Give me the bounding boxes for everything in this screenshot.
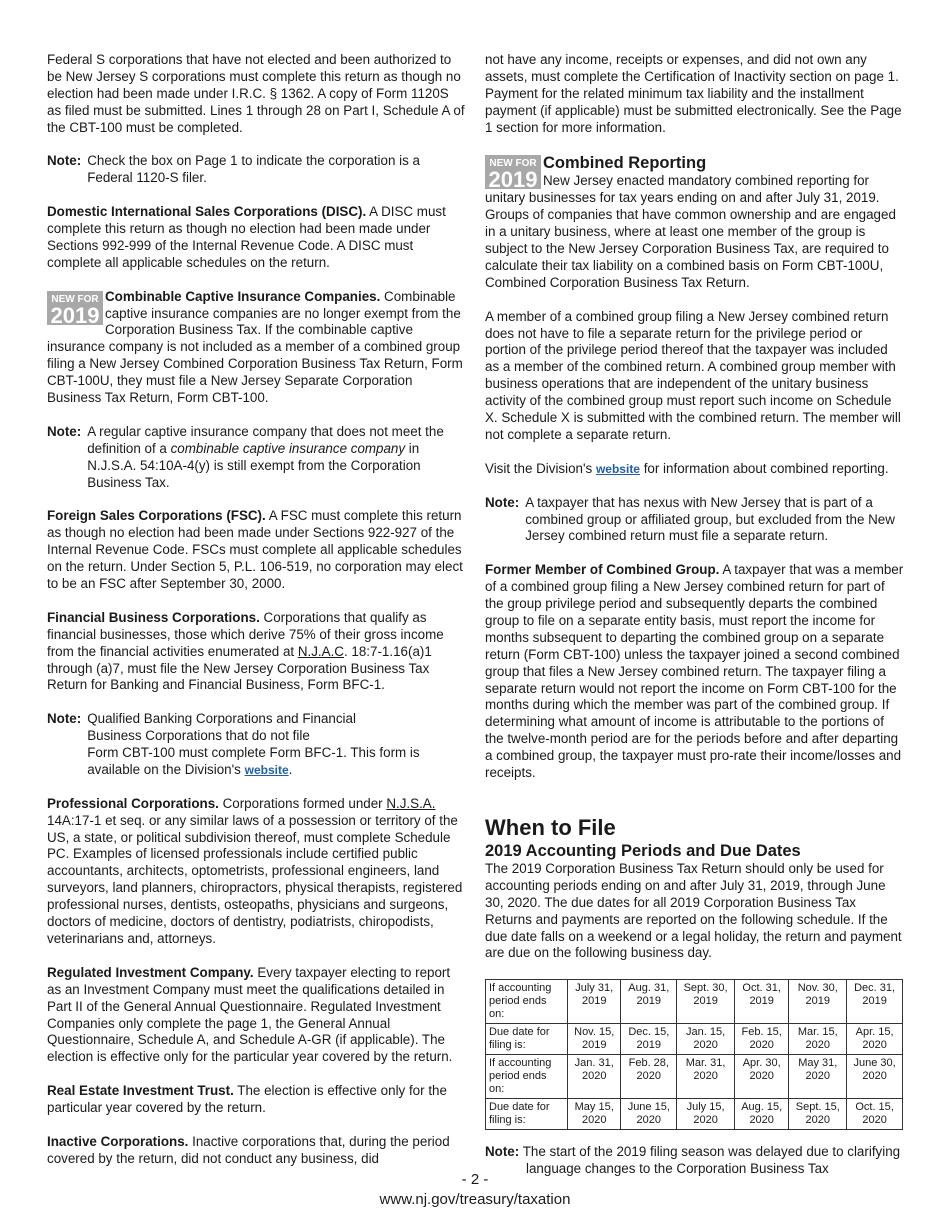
- cci-heading: Combinable Captive Insurance Companies.: [105, 288, 381, 304]
- badge-year-text: 2019: [50, 302, 100, 325]
- date-cell-line: 2019: [636, 1039, 662, 1052]
- new-for-2019-badge-icon: [47, 291, 103, 325]
- badge-year-text: 2019: [488, 167, 538, 190]
- date-cell-line: 2019: [805, 995, 831, 1008]
- row-header-line: period ends on:: [489, 1070, 547, 1096]
- note-line: [87, 762, 465, 779]
- combined-reporting-section: [485, 153, 905, 291]
- row-header-line: filing is:: [489, 1114, 526, 1127]
- combined-member-paragraph: A member of a combined group filing a New Jersey combined return does not have to file a separate return for the privilege period or portion of the privilege period thereof that the taxpayer was included as a member of the combined return. A combined group member with business operations that are independent of the unitary business activity of the combined group must report such income on Schedule X. Schedule X is submitted with the combined return. The member will not complete a separate return.: [485, 308, 901, 442]
- reit-text: The election is effective only for the particular year covered by the return.: [47, 1083, 447, 1116]
- when-to-file-heading: When to File: [485, 814, 616, 840]
- cci-text: Combinable captive insurance companies are no longer exempt from the Corporation Business Tax. If the combinable captive insurance company is not included as a member of a combined group filing a New Jersey Combined Corporation Business Tax Return, Form CBT-100U, they must file a New Jersey Separate Corporation Business Tax Return, Form CBT-100.: [47, 288, 463, 406]
- date-cell: [735, 1099, 789, 1130]
- note-text-a: A regular captive insurance company that does not meet the definition of a: [87, 423, 444, 456]
- reit-heading: Real Estate Investment Trust.: [47, 1083, 234, 1099]
- date-cell: [847, 1024, 903, 1055]
- inactive-continued-paragraph: not have any income, receipts or expenses, and did not own any assets, must complete the Certification of Inactivity section on page 1. Payment for the related minimum tax liability and the installment payment (if applicable) must be submitted electronically. See the Page 1 section for more information.: [485, 52, 902, 135]
- note-line: Qualified Banking Corporations and Financial: [87, 711, 356, 727]
- cci-paragraph: [47, 289, 465, 407]
- date-cell-line: 2020: [749, 1039, 774, 1052]
- date-cell-line: 2019: [636, 995, 662, 1008]
- date-cell-line: June 30,: [853, 1057, 896, 1070]
- note-label: Note:: [47, 423, 82, 439]
- note-label: Note:: [47, 153, 82, 169]
- inactive-heading: Inactive Corporations.: [47, 1133, 189, 1149]
- note-label: Note:: [485, 494, 520, 510]
- date-cell-line: 2019: [581, 995, 607, 1008]
- footer-url: www.nj.gov/treasury/taxation: [379, 1191, 571, 1208]
- date-cell-line: Nov. 15,: [574, 1026, 615, 1039]
- date-cell: [789, 1055, 847, 1099]
- date-cell-line: May 31,: [798, 1057, 838, 1070]
- table-row: [486, 1055, 903, 1099]
- date-cell: [735, 1055, 789, 1099]
- row-header-line: period ends on:: [489, 995, 547, 1021]
- ric-paragraph: [47, 965, 465, 1066]
- date-cell-line: 2020: [636, 1070, 662, 1083]
- row-header-line: If accounting: [489, 982, 552, 995]
- date-cell-line: 2019: [581, 1039, 607, 1052]
- professional-text-a: Corporations formed under: [218, 795, 387, 811]
- date-cell-line: July 15,: [686, 1101, 725, 1114]
- row-header-line: If accounting: [489, 1057, 552, 1070]
- date-cell-line: 2020: [805, 1114, 831, 1127]
- note-1120s: [47, 153, 465, 187]
- note-text-b: in N.J.S.A. 54:10A-4(y) is still exempt from the Corporation Business Tax.: [87, 440, 421, 490]
- date-cell-line: 2020: [862, 1114, 887, 1127]
- note-text-emphasis: combinable captive insurance company: [170, 440, 406, 456]
- inactive-paragraph: [47, 1134, 465, 1168]
- date-cell: [568, 1024, 621, 1055]
- date-cell: [789, 1024, 847, 1055]
- date-cell-line: 2020: [862, 1039, 887, 1052]
- ric-text: Every taxpayer electing to report as an Investment Company must meet the qualifications detailed in Part II of the General Annual Questionnaire. Regulated Investment Companies only complete the page 1, the General Annual Questionnaire, Schedule A, and Schedule A-GR (if applicable). The election is effective only for the particular year covered by the return.: [47, 964, 453, 1065]
- fsc-paragraph: [47, 508, 465, 593]
- date-cell-line: Jan. 31,: [574, 1057, 614, 1070]
- fsc-text: A FSC must complete this return as though no election had been made under Sections 922-927 of the Internal Revenue Code. FSCs must complete all applicable schedules on the return. Under Section 5, P.L. 106-519, no corporation may elect to be an FSC after September 30, 2000.: [47, 508, 463, 592]
- date-cell-line: Oct. 15,: [855, 1101, 894, 1114]
- financial-paragraph: [47, 610, 465, 695]
- note-line-text: available on the Division's: [87, 761, 245, 777]
- row-header-cell: [486, 1055, 568, 1099]
- financial-text-a: Corporations that qualify as financial businesses, those which derive 75% of their gross income from the financial activities enumerated at: [47, 609, 444, 659]
- disc-heading: Domestic International Sales Corporations (DISC).: [47, 204, 367, 220]
- date-cell-line: Feb. 28,: [628, 1057, 669, 1070]
- date-cell-line: 2019: [693, 995, 718, 1008]
- date-cell-line: Jan. 15,: [686, 1026, 726, 1039]
- new-for-2019-badge-icon: [485, 155, 541, 189]
- date-cell-line: Apr. 15,: [855, 1026, 894, 1039]
- date-cell-line: 2019: [862, 995, 887, 1008]
- disc-paragraph: [47, 204, 465, 272]
- row-header-cell: [486, 980, 568, 1024]
- note-label: Note:: [485, 1144, 520, 1160]
- njsa-reference: N.J.S.A.: [386, 795, 436, 811]
- former-member-text: A taxpayer that was a member of a combined group filing a New Jersey combined return for part of the group privilege period and subsequently departs the combined group to file on a separate entity basis, must report the income for months subsequent to departing the combined group on a separate return (Form CBT-100) unless the taxpayer joined a second combined group that files a New Jersey combined return. The taxpayer filing a separate return would not report the income on Form CBT-100 for the months during which the member was part of the combined group. If determining what amount of income is attributable to the portions of the twelve-month period are for the periods before and after departing a combined group, the taxpayer must pro-rate their income/losses and receipts.: [485, 562, 904, 781]
- date-cell: [677, 1055, 735, 1099]
- accounting-periods-paragraph: The 2019 Corporation Business Tax Return should only be used for accounting periods ending on and after July 31, 2019, through June 30, 2020. The due dates for all 2019 Corporation Business Tax Returns and payments are reported on the following schedule. If the due date falls on a weekend or a legal holiday, the return and payment are due on the following business day.: [485, 860, 902, 961]
- date-cell: [847, 1099, 903, 1130]
- date-cell-line: 2020: [805, 1039, 831, 1052]
- row-header-cell: [486, 1024, 568, 1055]
- scorp-paragraph: Federal S corporations that have not elected and been authorized to be New Jersey S corporations must complete this return as though no election had been made under I.R.C. § 1362. A copy of Form 1120S as filed must be submitted. Lines 1 through 28 on Part I, Schedule A of the CBT-100 must be completed.: [47, 52, 465, 135]
- note-nexus: [485, 495, 905, 546]
- date-cell-line: 2020: [805, 1070, 831, 1083]
- date-cell-line: 2020: [693, 1070, 718, 1083]
- date-cell: [568, 1099, 621, 1130]
- ric-heading: Regulated Investment Company.: [47, 964, 254, 980]
- date-cell-line: Nov. 30,: [797, 982, 838, 995]
- date-cell-line: 2020: [636, 1114, 662, 1127]
- visit-paragraph: [485, 461, 905, 478]
- date-cell-line: 2020: [693, 1114, 718, 1127]
- row-header-line: Due date for: [489, 1026, 550, 1039]
- date-cell: [621, 1024, 677, 1055]
- table-row: [486, 980, 903, 1024]
- date-cell-line: May 15,: [574, 1101, 614, 1114]
- visit-text-a: Visit the Division's: [485, 460, 596, 476]
- disc-text: A DISC must complete this return as though no election had been made under Sections 992-999 of the Internal Revenue Code. A DISC must complete all applicable schedules on the return.: [47, 204, 446, 270]
- date-cell: [789, 1099, 847, 1130]
- badge-top-text: NEW FOR: [489, 158, 537, 170]
- date-cell-line: Dec. 31,: [854, 982, 896, 995]
- date-cell: [568, 980, 621, 1024]
- date-cell: [847, 1055, 903, 1099]
- page-number: - 2 -: [461, 1171, 489, 1188]
- professional-paragraph: [47, 796, 465, 948]
- date-cell-line: Aug. 31,: [628, 982, 670, 995]
- note-text: [87, 424, 465, 492]
- website-link[interactable]: website: [244, 762, 289, 777]
- date-cell-line: Mar. 15,: [797, 1026, 838, 1039]
- visit-text-b: for information about combined reporting.: [639, 460, 889, 476]
- note-text: [87, 711, 465, 779]
- date-cell-line: 2020: [693, 1039, 718, 1052]
- reit-paragraph: [47, 1083, 465, 1117]
- website-link[interactable]: website: [595, 461, 640, 476]
- date-cell: [847, 980, 903, 1024]
- badge-top-text: NEW FOR: [51, 293, 99, 305]
- row-header-cell: [486, 1099, 568, 1130]
- combined-reporting-heading: Combined Reporting: [543, 154, 707, 173]
- njac-reference: N.J.A.C: [297, 643, 344, 659]
- note-captive: [47, 424, 465, 492]
- date-cell-line: Mar. 31,: [685, 1057, 726, 1070]
- table-row: [486, 1099, 903, 1130]
- fsc-heading: Foreign Sales Corporations (FSC).: [47, 508, 266, 524]
- date-cell: [735, 1024, 789, 1055]
- date-cell-line: June 15,: [627, 1101, 670, 1114]
- date-cell: [677, 980, 735, 1024]
- date-cell-line: 2020: [862, 1070, 887, 1083]
- note-line-end: .: [288, 761, 293, 777]
- professional-heading: Professional Corporations.: [47, 795, 219, 811]
- due-dates-table: [485, 979, 903, 1130]
- date-cell-line: 2019: [749, 995, 774, 1008]
- inactive-text: Inactive corporations that, during the period covered by the return, did not conduct any business, did: [47, 1133, 450, 1166]
- date-cell-line: Feb. 15,: [741, 1026, 782, 1039]
- table-row: [486, 1024, 903, 1055]
- financial-text-b: . 18:7-1.16(a)1 through (a)7, must file the New Jersey Corporation Business Tax Return for Banking and Financial Business, Form BFC-1.: [47, 643, 432, 693]
- date-cell: [621, 980, 677, 1024]
- former-member-paragraph: [485, 562, 905, 782]
- note-line: Business Corporations that do not file: [87, 728, 310, 744]
- date-cell: [621, 1099, 677, 1130]
- date-cell: [677, 1099, 735, 1130]
- page-footer: [0, 1170, 950, 1210]
- date-cell-line: 2020: [749, 1114, 774, 1127]
- note-bfc1: [47, 711, 465, 779]
- date-cell-line: 2020: [749, 1070, 774, 1083]
- row-header-line: filing is:: [489, 1039, 526, 1052]
- date-cell: [568, 1055, 621, 1099]
- date-cell-line: Sept. 30,: [683, 982, 728, 995]
- date-cell: [735, 980, 789, 1024]
- note-label: Note:: [47, 711, 82, 727]
- combined-reporting-text: New Jersey enacted mandatory combined reporting for unitary businesses for tax years ending on and after July 31, 2019. Groups of companies that have common ownership and are engaged in a unitary business, where at least one member of the group is subject to the New Jersey Corporation Business Tax, are required to calculate their tax liability on a combined basis on Form CBT-100U, Combined Corporation Business Tax Return.: [485, 173, 896, 290]
- accounting-periods-heading: 2019 Accounting Periods and Due Dates: [485, 841, 801, 860]
- date-cell-line: Dec. 15,: [628, 1026, 670, 1039]
- row-header-line: Due date for: [489, 1101, 550, 1114]
- date-cell-line: Aug. 15,: [741, 1101, 783, 1114]
- date-cell-line: Sept. 15,: [795, 1101, 840, 1114]
- professional-text-b: 14A:17-1 et seq. or any similar laws of a possession or territory of the US, a state, or political subdivision thereof, must complete Schedule PC. Examples of licensed professionals include certified public accountants, architects, optometrists, professional engineers, land surveyors, land planners, chiropractors, physical therapists, registered professional nurses, dentists, osteopaths, physicians and surgeons, doctors of medicine, doctors of dentistry, podiatrists, chiropodists, veterinarians and, attorneys.: [47, 812, 463, 946]
- date-cell: [789, 980, 847, 1024]
- former-member-heading: Former Member of Combined Group.: [485, 562, 720, 578]
- note-text: Check the box on Page 1 to indicate the corporation is a Federal 1120-S filer.: [87, 153, 420, 186]
- date-cell-line: Apr. 30,: [742, 1057, 781, 1070]
- note-text: A taxpayer that has nexus with New Jersey that is part of a combined group or affiliated group, but excluded from the New Jersey combined return must file a separate return.: [525, 494, 895, 544]
- financial-heading: Financial Business Corporations.: [47, 609, 260, 625]
- right-column: [485, 52, 905, 1178]
- date-cell-line: 2020: [581, 1114, 607, 1127]
- date-cell-line: 2020: [581, 1070, 607, 1083]
- date-cell: [677, 1024, 735, 1055]
- note-text: The start of the 2019 filing season was delayed due to clarifying language changes to the Corporation Business Tax: [522, 1144, 901, 1177]
- note-line: Form CBT-100 must complete Form BFC-1. This form is: [87, 745, 420, 761]
- date-cell-line: July 31,: [575, 982, 614, 995]
- date-cell-line: Oct. 31,: [742, 982, 781, 995]
- left-column: [47, 52, 465, 1168]
- date-cell: [621, 1055, 677, 1099]
